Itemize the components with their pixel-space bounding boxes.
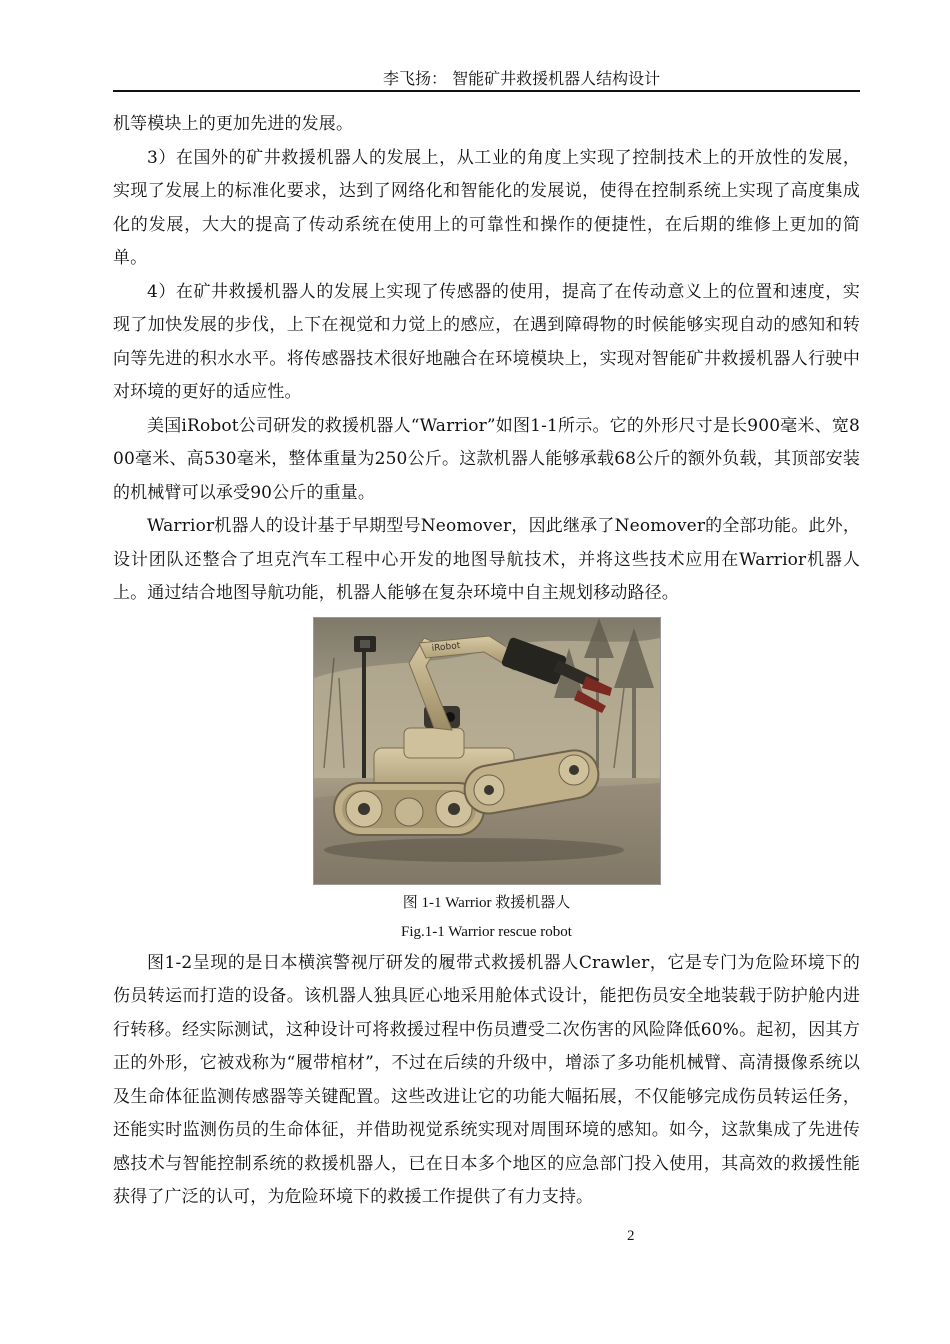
figure-caption-cn: 图 1-1 Warrior 救援机器人 — [402, 894, 571, 911]
body-text — [113, 108, 860, 1215]
paragraph-item-3: 3）在国外的矿井救援机器人的发展上，从工业的角度上实现了控制技术上的开放性的发展，实现了发展上的标准化要求，达到了网络化和智能化的发展说，使得在控制系统上实现了高度集成化的发展，大大的提高了传动系统在使用上的可靠性和操作的便捷性，在后期的维修上更加的简单。 — [113, 147, 860, 268]
header-title: 李飞扬： 智能矿井救援机器人结构设计 — [383, 69, 661, 88]
robot-illustration — [314, 618, 660, 884]
paragraph-warrior-intro: 美国iRobot公司研发的救援机器人“Warrior”如图1-1所示。它的外形尺寸是长900毫米、宽800毫米、高530毫米，整体重量为250公斤。这款机器人能够承载68公斤的额外负载，其顶部安装的机械臂可以承受90公斤的重量。 — [113, 415, 860, 503]
warrior-robot-photo — [313, 617, 661, 885]
paragraph-crawler: 图1-2呈现的是日本横滨警视厅研发的履带式救援机器人Crawler，它是专门为危险环境下的伤员转运而打造的设备。该机器人独具匠心地采用舱体式设计，能把伤员安全地装载于防护舱内进行转移。经实际测试，这种设计可将救援过程中伤员遭受二次伤害的风险降低60%。起初，因其方正的外形，它被戏称为“履带棺材”，不过在后续的升级中，增添了多功能机械臂、高清摄像系统以及生命体征监测传感器等关键配置。这些改进让它的功能大幅拓展，不仅能够完成伤员转运任务，还能实时监测伤员的生命体征，并借助视觉系统实现对周围环境的感知。如今，这款集成了先进传感技术与智能控制系统的救援机器人，已在日本多个地区的应急部门投入使用，其高效的救援性能获得了广泛的认可，为危险环境下的救援工作提供了有力支持。 — [113, 952, 860, 1207]
figure-caption-en: Fig.1-1 Warrior rescue robot — [401, 923, 572, 940]
paragraph-continuation: 机等模块上的更加先进的发展。 — [113, 114, 354, 134]
paragraph-warrior-design: Warrior机器人的设计基于早期型号Neomover，因此继承了Neomover的全部功能。此外，设计团队还整合了坦克汽车工程中心开发的地图导航技术，并将这些技术应用在Warrior机器人上。通过结合地图导航功能，机器人能够在复杂环境中自主规划移动路径。 — [113, 516, 860, 603]
arm-logo-text: iRobot — [430, 640, 461, 654]
paragraph-item-4: 4）在矿井救援机器人的发展上实现了传感器的使用，提高了在传动意义上的位置和速度，实现了加快发展的步伐，上下在视觉和力觉上的感应，在遇到障碍物的时候能够实现自动的感知和转向等先进的积水水平。将传感器技术很好地融合在环境模块上，实现对智能矿井救援机器人行驶中对环境的更好的适应性。 — [113, 281, 860, 402]
running-header — [113, 66, 860, 92]
page-number: 2 — [627, 1228, 635, 1244]
